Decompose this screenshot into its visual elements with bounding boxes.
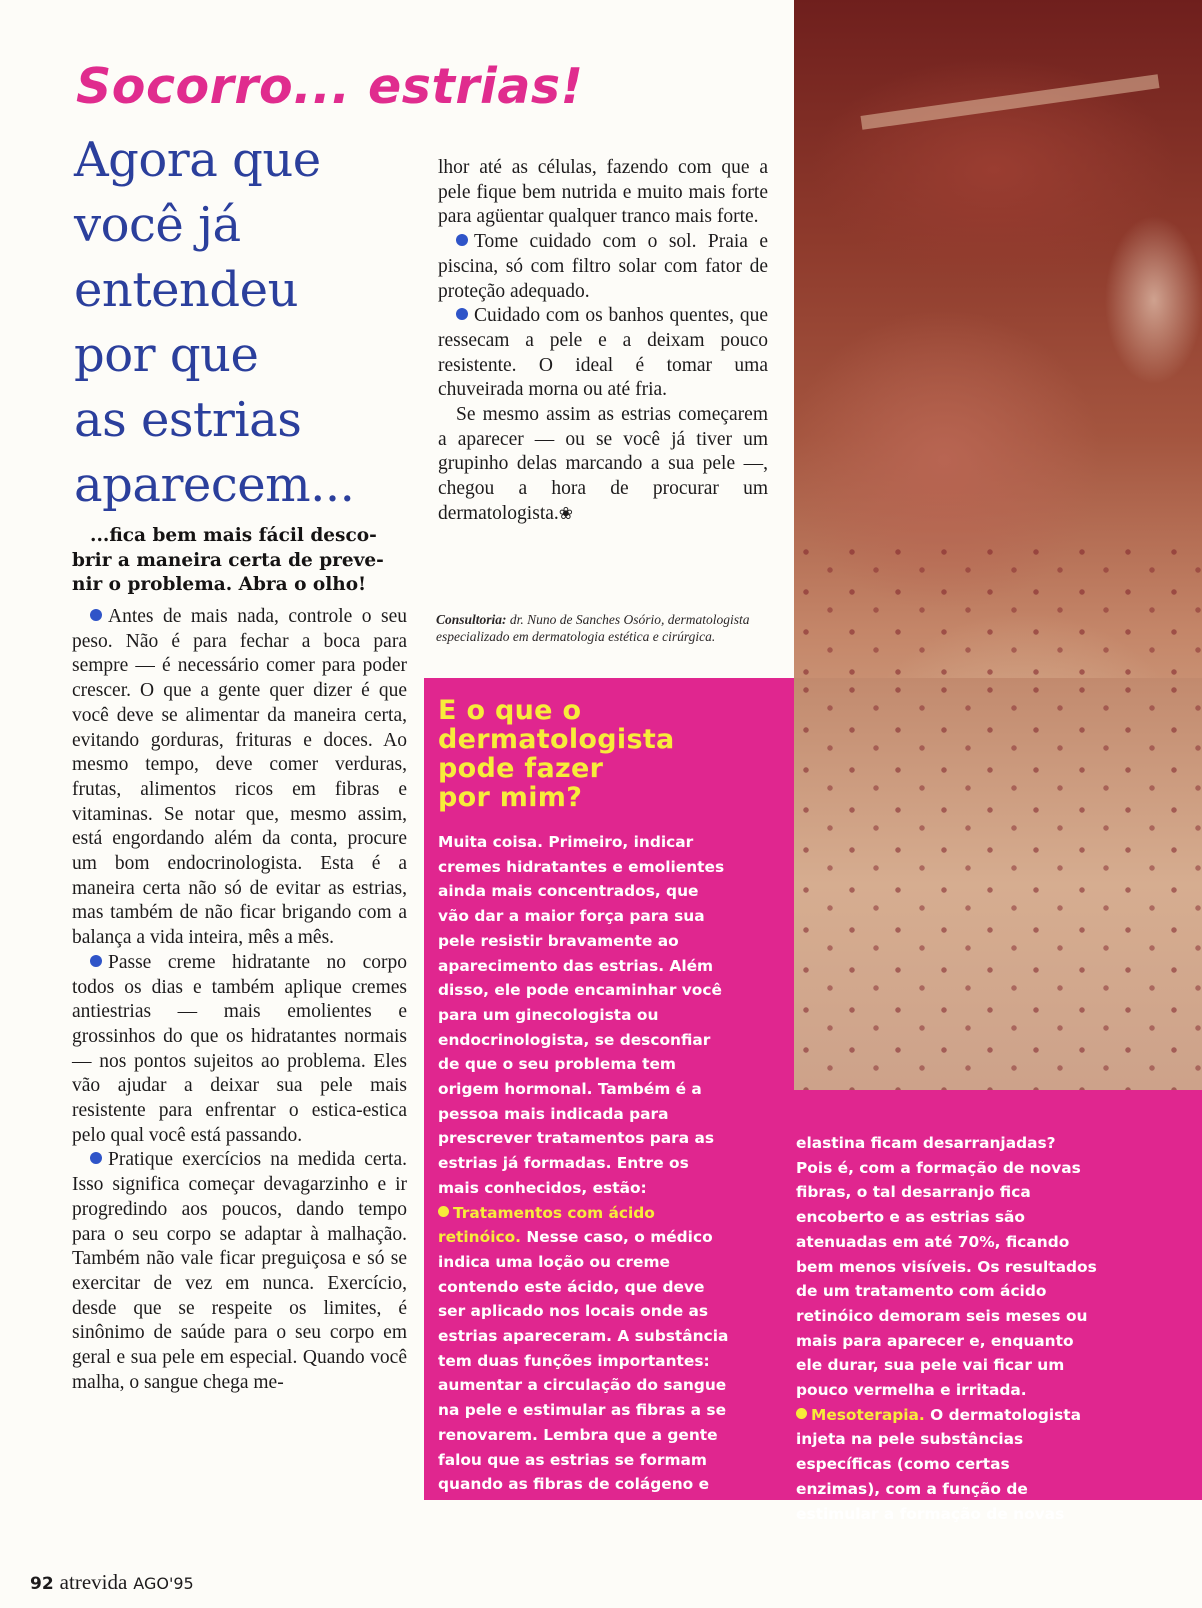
paragraph-text: Cuidado com os banhos quentes, que ressecam a pele e a deixam pouco resistente. O ideal é tomar uma chuveirada morna ou até fria.	[438, 305, 768, 401]
page-title: Socorro... estrias!	[76, 58, 584, 115]
box-line: pessoa mais indicada para	[438, 1104, 669, 1123]
lead-line: ...fica bem mais fácil desco-	[90, 525, 377, 546]
box-line: atenuadas em até 70%, ficando	[796, 1232, 1070, 1251]
paragraph-text: Passe creme hidratante no corpo todos os dias e também aplique cremes antiestrias — mais emolientes e grossinhos do que os hidratantes normais — nos pontos sujeitos ao problema. Eles vão ajudar a deixar sua pele mais resistente para enfrentar o estica-estica pelo qual você está passando.	[72, 951, 407, 1146]
credit-label: Consultoria:	[436, 612, 507, 627]
paragraph	[72, 1148, 407, 1395]
bullet-dot-icon	[90, 955, 102, 967]
box-line: na pele e estimular as fibras a se	[438, 1401, 727, 1420]
box-line: encoberto e as estrias são	[796, 1208, 1025, 1227]
bullet-dot-icon	[90, 609, 102, 621]
box-line: retinóico demoram seis meses ou	[796, 1306, 1088, 1325]
box-line: injeta na pele substâncias	[796, 1430, 1024, 1449]
box-line: pouco vermelha e irritada.	[796, 1381, 1027, 1400]
box-line: origem hormonal. Também é a	[438, 1080, 702, 1099]
body-column-1	[72, 605, 407, 1396]
item-heading: Tratamentos com ácido	[453, 1203, 655, 1222]
box-title-line: dermatologista	[438, 724, 675, 755]
box-line: de que o seu problema tem	[438, 1055, 676, 1074]
bullet-dot-icon	[796, 1408, 807, 1419]
box-line: bem menos visíveis. Os resultados	[796, 1257, 1097, 1276]
box-line: mais conhecidos, estão:	[438, 1178, 647, 1197]
flower-icon: ❀	[558, 503, 574, 524]
paragraph-text: lhor até as células, fazendo com que a pele fique bem nutrida e muito mais forte para agüentar qualquer tranco mais forte.	[438, 157, 768, 228]
box-line: Pois é, com a formação de novas	[796, 1158, 1081, 1177]
box-line: de um tratamento com ácido	[796, 1282, 1047, 1301]
box-line: elastina ficam desarranjadas?	[796, 1134, 1056, 1152]
box-line: disso, ele pode encaminhar você	[438, 981, 722, 1000]
headline-line: Agora que	[74, 132, 321, 188]
box-line: renovarem. Lembra que a gente	[438, 1425, 718, 1444]
bullet-dot-icon	[456, 234, 468, 246]
box-line: endocrinologista, se desconfiar	[438, 1030, 711, 1049]
lead-line: brir a maneira certa de preve-	[72, 549, 384, 571]
bullet-dot-icon	[456, 308, 468, 320]
box-line: Muita coisa. Primeiro, indicar	[438, 833, 694, 851]
paragraph-text: Antes de mais nada, controle o seu peso. Não é para fechar a boca para sempre — é necessário comer para poder crescer. O que a gente quer dizer é que você deve se alimentar da maneira certa, evitando gorduras, frituras e doces. Ao mesmo tempo, deve comer verduras, frutas, alimentos ricos em fibras e vitaminas. Se notar que, mesmo assim, está engordando além da conta, procure um bom endocrinologista. Esta é a maneira certa não só de evitar as estrias, mas também de não ficar brigando com a balança a vida inteira, mês a mês.	[72, 606, 407, 949]
box-line: específicas (como certas	[796, 1455, 1010, 1474]
box-title-line: E o que o	[438, 695, 582, 726]
box-line: estrias apareceram. A substância	[438, 1327, 729, 1346]
credit-text: dr. Nuno de Sanches Osório, dermatologista especializado em dermatologia estética e cirúrgica.	[436, 612, 750, 644]
paragraph-text: Se mesmo assim as estrias começarem a aparecer — ou se você já tiver um grupinho delas marcando a sua pele —, chegou a hora de procurar um dermatologista.	[438, 404, 768, 524]
box-line: aumentar a circulação do sangue	[438, 1376, 727, 1395]
paragraph	[72, 605, 407, 951]
headline	[74, 128, 414, 518]
headline-line: entendeu	[74, 262, 298, 318]
box-title-line: pode fazer	[438, 753, 604, 784]
box-line: aparecimento das estrias. Além	[438, 956, 714, 975]
box-line: tem duas funções importantes:	[438, 1351, 710, 1370]
box-line: prescrever tratamentos para as	[438, 1129, 715, 1148]
photo-fabric-pattern-lower	[794, 678, 1202, 1090]
box-line: estimular a formação de novas	[796, 1504, 1065, 1523]
issue-date: AGO'95	[133, 1574, 194, 1593]
page-number: 92	[30, 1574, 54, 1594]
box-line: cremes hidratantes e emolientes	[438, 857, 725, 876]
box-line: Nesse caso, o médico	[526, 1228, 713, 1247]
paragraph	[438, 156, 768, 230]
paragraph	[72, 951, 407, 1149]
box-line: ainda mais concentrados, que	[438, 882, 699, 901]
paragraph	[438, 230, 768, 304]
box-column-2	[796, 1131, 1166, 1526]
paragraph-text: Pratique exercícios na medida certa. Isso significa começar devagarzinho e ir progredindo aos poucos, dando tempo para o seu corpo se adaptar à malhação. Também não vale ficar preguiçosa e só se exercitar de vez em nunca. Exercício, desde que se respeite os limites, é sinônimo de saúde para o seu corpo em geral e sua pele em especial. Quando você malha, o sangue chega me-	[72, 1149, 407, 1393]
headline-line: aparecem...	[74, 457, 355, 513]
box-column-1	[438, 830, 788, 1497]
item-heading: retinóico.	[438, 1228, 522, 1247]
bullet-dot-icon	[438, 1206, 449, 1217]
item-heading: Mesoterapia.	[811, 1405, 925, 1424]
headline-line: as estrias	[74, 392, 302, 448]
headline-line: por que	[74, 327, 259, 383]
box-line: vão dar a maior força para sua	[438, 907, 705, 926]
box-line: falou que as estrias se formam	[438, 1450, 707, 1469]
box-line: contendo este ácido, que deve	[438, 1277, 705, 1296]
paragraph	[438, 304, 768, 403]
paragraph	[438, 403, 768, 527]
headline-line: você já	[74, 197, 241, 253]
box-line: indica uma loção ou creme	[438, 1252, 670, 1271]
consultant-credit	[436, 611, 756, 645]
box-line: estrias já formadas. Entre os	[438, 1154, 689, 1173]
paragraph-text: Tome cuidado com o sol. Praia e piscina, só com filtro solar com fator de proteção adequado.	[438, 231, 768, 302]
box-title	[438, 696, 768, 812]
box-line: mais para aparecer e, enquanto	[796, 1331, 1074, 1350]
box-line: quando as fibras de colágeno e	[438, 1475, 710, 1494]
box-line: para um ginecologista ou	[438, 1005, 659, 1024]
box-title-line: por mim?	[438, 782, 583, 813]
body-column-2	[438, 156, 768, 527]
box-line: fibras, o tal desarranjo fica	[796, 1183, 1031, 1202]
box-line: O dermatologista	[930, 1405, 1082, 1424]
box-line: pele resistir bravamente ao	[438, 931, 679, 950]
box-line: ele durar, sua pele vai ficar um	[796, 1356, 1065, 1375]
lead-paragraph	[72, 524, 407, 598]
magazine-name: atrevida	[59, 1570, 128, 1594]
bullet-dot-icon	[90, 1152, 102, 1164]
lead-line: nir o problema. Abra o olho!	[72, 574, 367, 595]
page-footer	[30, 1570, 194, 1595]
box-line: ser aplicado nos locais onde as	[438, 1302, 709, 1321]
box-line: enzimas), com a função de	[796, 1479, 1028, 1498]
